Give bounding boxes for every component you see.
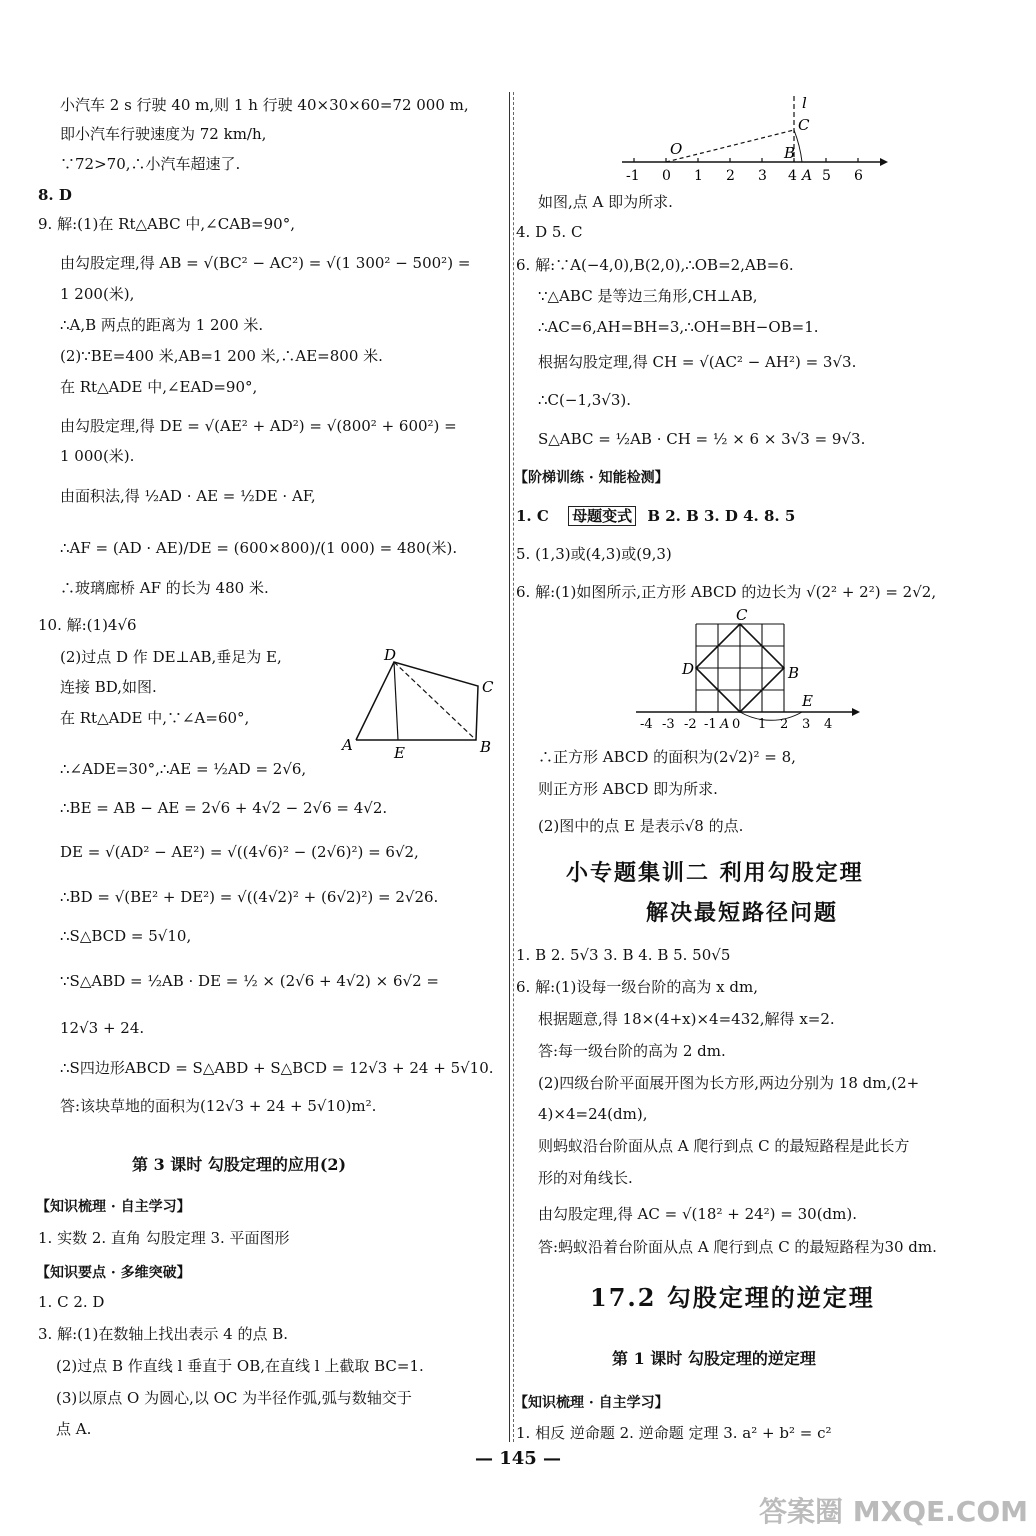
left-line: DE = √(AD² − AE²) = √((4√6)² − (2√6)²) = 6√2, <box>60 843 419 861</box>
left-line: 答:该块草地的面积为(12√3 + 24 + 5√10)m². <box>60 1097 377 1115</box>
right-line: S△ABC = ½AB · CH = ½ × 6 × 3√3 = 9√3. <box>538 430 866 448</box>
topic-title-line1: 小专题集训二 利用勾股定理 <box>566 860 864 886</box>
nl-point-l: l <box>802 94 807 112</box>
right-line: ∵△ABC 是等边三角形,CH⊥AB, <box>538 287 758 305</box>
left-line: 连接 BD,如图. <box>60 678 157 696</box>
ladder-answers <box>516 505 795 527</box>
left-line: 8. D <box>38 186 72 204</box>
left-line: ∴BD = √(BE² + DE²) = √((4√2)² + (6√2)²) = 2√26. <box>60 888 439 906</box>
left-line: ∴AF = (AD · AE)/DE = (600×800)/(1 000) = 480(米). <box>60 539 458 557</box>
section-bracket-knowledge-right: 【知识梳理 · 自主学习】 <box>514 1395 669 1411</box>
quad-B: B <box>480 738 492 756</box>
quad-D: D <box>384 646 397 664</box>
nl-point-O: O <box>670 140 683 158</box>
grid-axis-1: 1 <box>758 717 767 732</box>
grid-B: B <box>788 664 800 682</box>
grid-axis-0: 0 <box>732 717 741 732</box>
left-line: 点 A. <box>56 1420 92 1438</box>
column-divider <box>509 92 510 1442</box>
grid-D: D <box>682 660 695 678</box>
nl-label-A: A <box>802 168 813 182</box>
boxed-label: 母题变式 <box>568 506 636 526</box>
quad-E: E <box>394 744 405 762</box>
right-line: 6. 解:(1)设每一级台阶的高为 x dm, <box>516 978 758 996</box>
grid-square-figure <box>636 606 866 732</box>
left-line: ∵72>70,∴小汽车超速了. <box>60 155 241 173</box>
right-line: 答:蚂蚁沿着台阶面从点 A 爬行到点 C 的最短路程为30 dm. <box>538 1238 937 1256</box>
lesson1-heading: 第 1 课时 勾股定理的逆定理 <box>612 1349 816 1368</box>
right-line: 则正方形 ABCD 即为所求. <box>538 780 718 798</box>
nl-label-4: 4 <box>788 168 797 182</box>
nl-label-1: 1 <box>694 168 703 182</box>
right-line: 则蚂蚁沿台阶面从点 A 爬行到点 C 的最短路程是此长方 <box>538 1137 910 1155</box>
quadrilateral-figure <box>338 644 508 794</box>
left-line: ∴S△BCD = 5√10, <box>60 927 192 945</box>
right-line: 1. 相反 逆命题 2. 逆命题 定理 3. a² + b² = c² <box>516 1424 832 1442</box>
topic-title-line2: 解决最短路径问题 <box>646 900 839 926</box>
left-line: 由面积法,得 ½AD · AE = ½DE · AF, <box>60 487 316 505</box>
lesson3-heading: 第 3 课时 勾股定理的应用(2) <box>132 1155 347 1174</box>
right-line: ∴AC=6,AH=BH=3,∴OH=BH−OB=1. <box>538 318 819 336</box>
nl-label-3: 3 <box>758 168 767 182</box>
left-line: ∵S△ABD = ½AB · DE = ½ × (2√6 + 4√2) × 6√2 = <box>60 972 439 990</box>
grid-axis-minus3: -3 <box>662 717 675 732</box>
column-divider-dashed <box>513 92 514 1442</box>
left-line: 1. C 2. D <box>38 1293 105 1311</box>
grid-axis-A: A <box>720 717 730 732</box>
nl-label-minus1: -1 <box>626 168 640 182</box>
grid-C: C <box>736 606 748 624</box>
right-line: 由勾股定理,得 AC = √(18² + 24²) = 30(dm). <box>538 1205 858 1223</box>
right-line: 5. (1,3)或(4,3)或(9,3) <box>516 545 672 563</box>
left-line: (2)过点 D 作 DE⊥AB,垂足为 E, <box>60 648 282 666</box>
grid-axis-4: 4 <box>824 717 833 732</box>
nl-label-5: 5 <box>822 168 831 182</box>
ladder-rest: B 2. B 3. D 4. 8. 5 <box>647 507 796 525</box>
left-line: 1 000(米). <box>60 447 135 465</box>
left-line: ∴∠ADE=30°,∴AE = ½AD = 2√6, <box>60 760 307 778</box>
left-line: 10. 解:(1)4√6 <box>38 616 137 634</box>
left-line: ∴BE = AB − AE = 2√6 + 4√2 − 2√6 = 4√2. <box>60 799 388 817</box>
right-line: 形的对角线长. <box>538 1169 633 1187</box>
ladder-q1: 1. C <box>516 507 549 525</box>
left-line: 9. 解:(1)在 Rt△ABC 中,∠CAB=90°, <box>38 215 295 233</box>
left-line: (3)以原点 O 为圆心,以 OC 为半径作弧,弧与数轴交于 <box>56 1389 412 1407</box>
grid-axis-minus1: -1 <box>704 717 717 732</box>
right-line: 答:每一级台阶的高为 2 dm. <box>538 1042 726 1060</box>
numberline-figure <box>612 92 892 182</box>
left-line: 1 200(米), <box>60 285 135 303</box>
section-bracket-knowledge-left: 【知识梳理 · 自主学习】 <box>36 1199 191 1215</box>
right-line: (2)四级台阶平面展开图为长方形,两边分别为 18 dm,(2+ <box>538 1074 920 1092</box>
right-line: 1. B 2. 5√3 3. B 4. B 5. 50√5 <box>516 946 731 964</box>
left-line: ∴玻璃廊桥 AF 的长为 480 米. <box>60 579 269 597</box>
nl-label-0: 0 <box>662 168 671 182</box>
right-line: 6. 解:∵A(−4,0),B(2,0),∴OB=2,AB=6. <box>516 256 794 274</box>
left-line: 3. 解:(1)在数轴上找出表示 4 的点 B. <box>38 1325 289 1343</box>
left-line: (2)∵BE=400 米,AB=1 200 米,∴AE=800 米. <box>60 347 383 365</box>
grid-E: E <box>802 692 813 710</box>
left-line: 即小汽车行驶速度为 72 km/h, <box>60 125 267 143</box>
section-bracket-ladder: 【阶梯训练 · 知能检测】 <box>514 470 669 486</box>
quad-A: A <box>342 736 353 754</box>
left-line: ∴A,B 两点的距离为 1 200 米. <box>60 316 264 334</box>
quad-C: C <box>482 678 494 696</box>
left-line: 小汽车 2 s 行驶 40 m,则 1 h 行驶 40×30×60=72 000 m, <box>60 96 469 114</box>
right-line: (2)图中的点 E 是表示√8 的点. <box>538 817 744 835</box>
right-line: ∴C(−1,3√3). <box>538 391 632 409</box>
grid-axis-3: 3 <box>802 717 811 732</box>
left-line: (2)过点 B 作直线 l 垂直于 OB,在直线 l 上截取 BC=1. <box>56 1357 424 1375</box>
page-number: — 145 — <box>474 1448 562 1469</box>
nl-point-B: B <box>784 144 796 162</box>
left-line: 12√3 + 24. <box>60 1019 145 1037</box>
right-line: 4)×4=24(dm), <box>538 1105 648 1123</box>
right-line: 根据题意,得 18×(4+x)×4=432,解得 x=2. <box>538 1010 835 1028</box>
right-line: 根据勾股定理,得 CH = √(AC² − AH²) = 3√3. <box>538 353 857 371</box>
left-line: 由勾股定理,得 AB = √(BC² − AC²) = √(1 300² − 500²) = <box>60 254 471 272</box>
grid-axis-2: 2 <box>780 717 789 732</box>
nl-label-6: 6 <box>854 168 863 182</box>
watermark: 答案圈 MXQE.COM <box>759 1495 1028 1528</box>
left-line: 在 Rt△ADE 中,∵∠A=60°, <box>60 709 250 727</box>
nl-point-C: C <box>798 116 810 134</box>
right-line: 如图,点 A 即为所求. <box>538 193 673 211</box>
right-line: 4. D 5. C <box>516 223 583 241</box>
left-line: 在 Rt△ADE 中,∠EAD=90°, <box>60 378 258 396</box>
left-line: 由勾股定理,得 DE = √(AE² + AD²) = √(800² + 600²) = <box>60 417 457 435</box>
grid-axis-minus4: -4 <box>640 717 653 732</box>
left-line: ∴S四边形ABCD = S△ABD + S△BCD = 12√3 + 24 + 5√10. <box>60 1059 494 1077</box>
nl-label-2: 2 <box>726 168 735 182</box>
right-line: ∴正方形 ABCD 的面积为(2√2)² = 8, <box>538 748 796 766</box>
right-line: 6. 解:(1)如图所示,正方形 ABCD 的边长为 √(2² + 2²) = 2√2, <box>516 583 937 601</box>
grid-axis-minus2: -2 <box>684 717 697 732</box>
section-bracket-keypoints: 【知识要点 · 多维突破】 <box>36 1265 191 1281</box>
section-17-2-title: 17.2 勾股定理的逆定理 <box>590 1283 875 1312</box>
left-line: 1. 实数 2. 直角 勾股定理 3. 平面图形 <box>38 1229 290 1247</box>
